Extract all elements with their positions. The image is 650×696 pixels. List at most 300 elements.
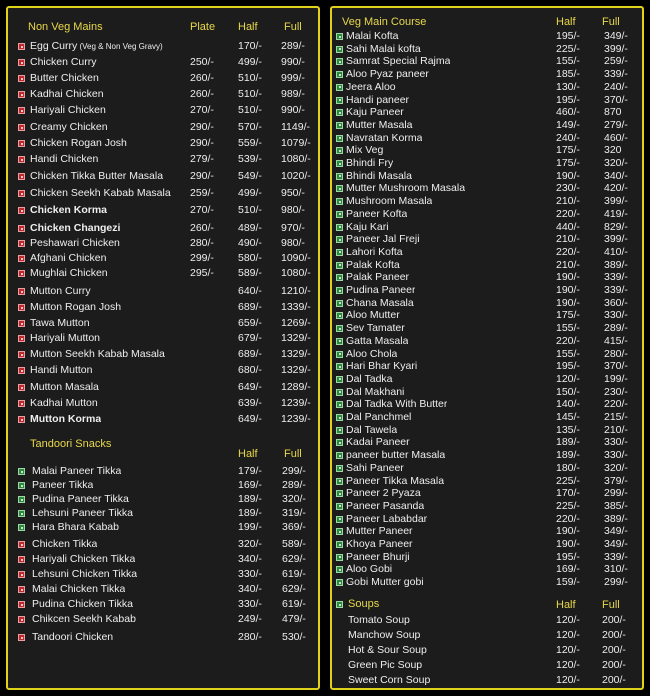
menu-item-half-price: 159/- (556, 576, 580, 589)
menu-item-row (332, 673, 642, 688)
menu-item-row (332, 246, 642, 259)
menu-item-half-price: 340/- (238, 583, 262, 595)
menu-item-name: Hara Bhara Kabab (32, 521, 119, 533)
column-header-half: Half (556, 16, 576, 28)
menu-item-name: Lahori Kofta (346, 245, 403, 258)
menu-item-full-price: 289/- (604, 322, 628, 335)
menu-item-row (332, 55, 642, 68)
menu-item-plate-price: 290/- (190, 137, 214, 149)
menu-item-half-price: 210/- (556, 233, 580, 246)
menu-item-full-price: 970/- (281, 222, 305, 234)
menu-item-row (8, 347, 318, 362)
non-veg-icon (18, 288, 25, 295)
veg-icon (18, 524, 25, 531)
veg-icon (336, 427, 343, 434)
menu-item-row (8, 87, 318, 102)
menu-item-full-price: 990/- (281, 56, 305, 68)
menu-item-name: Mutter Masala (346, 118, 413, 131)
menu-item-row (8, 284, 318, 299)
menu-item-half-price: 175/- (556, 157, 580, 169)
menu-item-half-price: 185/- (556, 68, 580, 81)
menu-item-half-price: 649/- (238, 381, 262, 393)
menu-item-row (8, 300, 318, 315)
menu-item-name: Gatta Masala (346, 334, 409, 347)
menu-item-full-price: 340/- (604, 169, 628, 182)
menu-item-half-price: 510/- (238, 88, 262, 100)
menu-item-half-price: 135/- (556, 423, 580, 436)
non-veg-panel (6, 6, 320, 690)
menu-item-half-price: 175/- (556, 309, 580, 322)
veg-icon (336, 389, 343, 396)
menu-item-name: Hariyali Chicken (30, 104, 106, 116)
non-veg-icon (18, 541, 25, 548)
section-title: Veg Main Course (342, 16, 427, 28)
menu-item-plate-price: 260/- (190, 88, 214, 100)
menu-item-full-price: 829/- (604, 220, 628, 233)
menu-item-name: Malai Paneer Tikka (32, 465, 122, 477)
veg-icon (336, 312, 343, 319)
menu-item-full-price: 1289/- (281, 381, 311, 393)
menu-item-row (8, 363, 318, 378)
veg-icon (336, 224, 343, 231)
veg-icon (336, 528, 343, 535)
menu-item-half-price: 570/- (238, 121, 262, 133)
non-veg-icon (18, 225, 25, 232)
menu-item-plate-price: 270/- (190, 204, 214, 216)
veg-icon (336, 566, 343, 573)
column-header-plate: Plate (190, 21, 216, 33)
menu-item-row (332, 462, 642, 475)
menu-item-full-price: 1090/- (281, 252, 311, 264)
menu-item-row (332, 144, 642, 157)
menu-item-full-price: 420/- (604, 182, 628, 195)
menu-item-name: Kadhai Mutton (30, 397, 98, 409)
veg-icon (336, 33, 343, 40)
menu-item-half-price: 120/- (556, 629, 580, 641)
menu-item-full-price: 399/- (604, 195, 628, 208)
menu-item-name: Khoya Paneer (346, 538, 413, 550)
menu-item-full-price: 310/- (604, 563, 628, 576)
menu-item-half-price: 330/- (238, 568, 262, 580)
menu-item-row (8, 186, 318, 201)
veg-icon (336, 236, 343, 243)
menu-item-full-price: 1269/- (281, 317, 311, 329)
menu-item-row (332, 525, 642, 538)
menu-item-row (8, 203, 318, 218)
menu-item-row (332, 157, 642, 170)
veg-icon (336, 198, 343, 205)
menu-item-full-price: 410/- (604, 245, 628, 258)
menu-item-name: Kaju Kari (346, 220, 389, 233)
menu-item-full-price: 1080/- (281, 153, 311, 165)
menu-item-full-price: 1149/- (281, 121, 310, 133)
menu-item-name: Kadhai Chicken (30, 88, 104, 100)
non-veg-icon (18, 384, 25, 391)
menu-item-row (332, 398, 642, 411)
menu-item-row (332, 424, 642, 437)
menu-item-half-price: 190/- (556, 271, 580, 284)
menu-item-half-price: 195/- (556, 550, 580, 563)
non-veg-icon (18, 240, 25, 247)
menu-item-name: Paneer Bhurji (346, 550, 410, 563)
menu-item-row (332, 538, 642, 551)
menu-item-half-price: 499/- (238, 187, 262, 199)
menu-item-row (8, 492, 318, 507)
menu-item-row (8, 567, 318, 582)
menu-item-half-price: 140/- (556, 398, 580, 411)
menu-item-half-price: 659/- (238, 317, 262, 329)
menu-item-half-price: 189/- (238, 507, 262, 519)
menu-item-half-price: 195/- (556, 93, 580, 106)
menu-item-full-price: 980/- (281, 204, 305, 216)
menu-item-half-price: 640/- (238, 285, 262, 297)
veg-icon (336, 274, 343, 281)
non-veg-icon (18, 43, 25, 50)
menu-item-name: Pudina Paneer (346, 284, 416, 296)
veg-icon (336, 338, 343, 345)
menu-item-half-price: 320/- (238, 538, 262, 550)
menu-item-row (332, 81, 642, 94)
menu-item-row (332, 297, 642, 310)
menu-item-name: Handi Chicken (30, 153, 99, 165)
menu-item-row (332, 94, 642, 107)
veg-icon (336, 147, 343, 154)
veg-icon (336, 135, 343, 142)
menu-item-row (8, 520, 318, 535)
menu-item-full-price: 280/- (604, 347, 628, 360)
menu-item-half-price: 120/- (556, 614, 580, 626)
menu-item-full-price: 200/- (602, 644, 626, 656)
menu-item-half-price: 549/- (238, 170, 262, 182)
menu-item-name: Lehsuni Paneer Tikka (32, 507, 133, 519)
menu-item-half-price: 220/- (556, 334, 580, 347)
non-veg-icon (18, 304, 25, 311)
menu-item-row (332, 475, 642, 488)
menu-item-row (332, 613, 642, 628)
menu-item-name: Chikcen Seekh Kabab (32, 613, 136, 625)
column-header-full: Full (284, 448, 302, 460)
menu-item-row (332, 576, 642, 589)
menu-item-full-price: 870 (604, 106, 622, 119)
menu-item-half-price: 169/- (556, 563, 580, 576)
menu-item-plate-price: 250/- (190, 56, 214, 68)
menu-item-name: Butter Chicken (30, 72, 99, 84)
menu-item-name: Handi Mutton (30, 364, 93, 376)
menu-item-row (332, 68, 642, 81)
non-veg-icon (18, 335, 25, 342)
menu-item-full-price: 210/- (604, 423, 628, 436)
menu-item-plate-price: 290/- (190, 121, 214, 133)
menu-item-row (8, 552, 318, 567)
menu-item-full-price: 200/- (602, 629, 626, 641)
menu-item-row (332, 386, 642, 399)
veg-icon (336, 109, 343, 116)
menu-item-half-price: 220/- (556, 245, 580, 258)
menu-item-row (8, 266, 318, 281)
menu-item-name: Sweet Corn Soup (348, 674, 431, 686)
menu-item-half-price: 155/- (556, 55, 580, 68)
non-veg-icon (18, 190, 25, 197)
menu-item-half-price: 280/- (238, 631, 262, 643)
menu-item-name: Bhindi Masala (346, 169, 412, 182)
non-veg-icon (18, 400, 25, 407)
menu-item-full-price: 200/- (602, 674, 626, 686)
veg-icon (336, 160, 343, 167)
menu-item-full-price: 339/- (604, 271, 628, 284)
menu-item-half-price: 210/- (556, 258, 580, 271)
menu-item-row (8, 55, 318, 70)
menu-item-full-price: 360/- (604, 296, 628, 309)
menu-item-name: Egg Curry (Veg & Non Veg Gravy) (30, 40, 163, 52)
menu-item-full-price: 1239/- (281, 397, 311, 409)
menu-item-full-price: 1329/- (281, 332, 311, 344)
non-veg-icon (18, 571, 25, 578)
menu-item-name: Hariyali Chicken Tikka (32, 553, 136, 565)
veg-icon (336, 478, 343, 485)
menu-item-row (8, 582, 318, 597)
menu-item-name: Kadai Paneer (346, 436, 410, 449)
menu-item-half-price: 170/- (238, 40, 262, 52)
menu-item-name: Peshawari Chicken (30, 237, 120, 249)
menu-item-row (8, 221, 318, 236)
menu-item-half-price: 120/- (556, 659, 580, 671)
menu-item-half-price: 225/- (556, 474, 580, 487)
menu-item-half-price: 170/- (556, 487, 580, 500)
menu-item-name: Dal Tadka With Butter (346, 398, 448, 411)
column-header-half: Half (556, 599, 576, 611)
menu-item-name: Aloo Gobi (346, 563, 393, 576)
menu-item-plate-price: 270/- (190, 104, 214, 116)
non-veg-icon (18, 416, 25, 423)
menu-item-half-price: 175/- (556, 144, 580, 157)
menu-item-half-price: 145/- (556, 411, 580, 423)
menu-item-half-price: 240/- (556, 131, 580, 144)
menu-item-name: Hariyali Mutton (30, 332, 101, 344)
menu-item-row (332, 551, 642, 564)
menu-item-half-price: 155/- (556, 347, 580, 360)
menu-item-row (332, 208, 642, 221)
menu-item-row (8, 380, 318, 395)
menu-item-row (332, 348, 642, 361)
menu-item-half-price: 440/- (556, 220, 580, 233)
menu-item-full-price: 389/- (604, 258, 628, 271)
menu-item-full-price: 479/- (282, 613, 306, 625)
menu-item-full-price: 330/- (604, 309, 628, 322)
menu-item-full-price: 289/- (281, 40, 305, 52)
menu-item-row (332, 233, 642, 246)
menu-item-row (332, 500, 642, 513)
menu-item-full-price: 419/- (604, 207, 628, 220)
menu-item-name: Paneer Tikka (32, 479, 94, 491)
menu-item-half-price: 510/- (238, 104, 262, 116)
menu-item-name: Tawa Mutton (30, 317, 90, 329)
menu-item-full-price: 230/- (604, 385, 628, 398)
menu-item-half-price: 169/- (238, 479, 262, 491)
menu-item-row (332, 335, 642, 348)
menu-item-full-price: 619/- (282, 568, 306, 580)
menu-item-row (332, 119, 642, 132)
menu-item-row (8, 464, 318, 479)
veg-icon (336, 58, 343, 65)
menu-item-row (332, 360, 642, 373)
menu-item-full-price: 1329/- (281, 364, 311, 376)
menu-item-full-price: 389/- (604, 512, 628, 525)
menu-item-name: Chicken Korma (30, 204, 108, 216)
menu-item-plate-price: 259/- (190, 187, 214, 199)
menu-item-row (8, 506, 318, 521)
menu-item-full-price: 200/- (602, 614, 626, 626)
menu-item-row (8, 136, 318, 151)
veg-icon (336, 465, 343, 472)
menu-item-full-price: 1079/- (281, 137, 311, 149)
non-veg-icon (18, 270, 25, 277)
menu-item-name: Lehsuni Chicken Tikka (32, 568, 138, 580)
veg-icon (336, 325, 343, 332)
menu-item-half-price: 510/- (238, 72, 262, 84)
menu-item-half-price: 639/- (238, 397, 262, 409)
menu-item-full-price: 370/- (604, 360, 628, 373)
veg-icon (336, 211, 343, 218)
menu-item-name: Mix Veg (346, 144, 384, 157)
menu-item-half-price: 249/- (238, 613, 262, 625)
menu-item-name: Chicken Changezi (30, 222, 121, 234)
menu-item-full-price: 240/- (604, 80, 628, 93)
menu-item-name: Hot & Sour Soup (348, 644, 427, 656)
menu-item-half-price: 559/- (238, 137, 262, 149)
menu-item-half-price: 220/- (556, 512, 580, 525)
menu-item-full-price: 989/- (281, 88, 305, 100)
menu-item-full-price: 330/- (604, 436, 628, 449)
menu-item-half-price: 120/- (556, 644, 580, 656)
section-title-row (332, 597, 642, 612)
menu-item-name: Chicken Tikka Butter Masala (30, 170, 164, 182)
non-veg-icon (18, 255, 25, 262)
non-veg-icon (18, 601, 25, 608)
menu-item-half-price: 490/- (238, 237, 262, 249)
menu-item-name: Green Pic Soup (348, 659, 423, 671)
veg-icon (18, 496, 25, 503)
menu-item-name: Mushroom Masala (346, 195, 433, 208)
non-veg-icon (18, 367, 25, 374)
menu-item-full-price: 220/- (604, 398, 628, 411)
menu-item-full-price: 259/- (604, 55, 628, 68)
menu-item-name: Kaju Paneer (346, 106, 404, 119)
menu-item-row (8, 236, 318, 251)
veg-icon (336, 554, 343, 561)
menu-item-full-price: 320/- (282, 493, 306, 505)
menu-item-half-price: 340/- (238, 553, 262, 565)
veg-icon (336, 452, 343, 459)
menu-item-full-price: 370/- (604, 93, 628, 106)
menu-item-name: Mutton Curry (30, 285, 91, 297)
veg-icon (336, 84, 343, 91)
non-veg-icon (18, 91, 25, 98)
veg-icon (18, 468, 25, 475)
menu-item-full-price: 399/- (604, 233, 628, 246)
menu-item-half-price: 210/- (556, 195, 580, 208)
menu-item-full-price: 385/- (604, 499, 628, 512)
menu-item-row (8, 412, 318, 427)
menu-item-row (332, 513, 642, 526)
non-veg-icon (18, 107, 25, 114)
menu-item-name: Navratan Korma (346, 131, 423, 144)
menu-item-row (8, 71, 318, 86)
menu-item-full-price: 299/- (282, 465, 306, 477)
menu-item-full-price: 379/- (604, 474, 628, 487)
veg-icon (336, 516, 343, 523)
menu-item-half-price: 230/- (556, 182, 580, 195)
column-header-full: Full (284, 21, 302, 33)
menu-item-name: Palak Paneer (346, 271, 410, 284)
veg-icon (336, 287, 343, 294)
menu-item-full-price: 1020/- (281, 170, 311, 182)
menu-item-name: Dal Panchmel (346, 411, 412, 423)
menu-item-full-price: 320/- (604, 461, 628, 474)
menu-item-name: Mutton Rogan Josh (30, 301, 122, 313)
menu-item-name: Malai Kofta (346, 30, 399, 42)
menu-item-full-price: 589/- (282, 538, 306, 550)
veg-icon (336, 122, 343, 129)
menu-item-row (332, 322, 642, 335)
menu-item-full-price: 530/- (282, 631, 306, 643)
menu-item-name: Mutton Seekh Kabab Masala (30, 348, 165, 360)
menu-item-row (332, 132, 642, 145)
menu-item-full-price: 299/- (604, 576, 628, 589)
menu-item-name: Pudina Paneer Tikka (32, 493, 129, 505)
menu-item-row (332, 182, 642, 195)
menu-item-name: Mutton Masala (30, 381, 99, 393)
menu-item-half-price: 150/- (556, 385, 580, 398)
menu-item-full-price: 199/- (604, 372, 628, 385)
menu-item-full-price: 330/- (604, 449, 628, 462)
veg-panel (330, 6, 644, 690)
menu-item-row (332, 436, 642, 449)
menu-item-full-price: 319/- (282, 507, 306, 519)
menu-item-plate-price: 295/- (190, 267, 214, 279)
menu-item-name: Gobi Mutter gobi (346, 576, 424, 589)
menu-item-name: Sev Tamater (346, 322, 405, 335)
menu-item-full-price: 299/- (604, 487, 628, 500)
non-veg-icon (18, 320, 25, 327)
non-veg-icon (18, 140, 25, 147)
menu-item-full-price: 1239/- (281, 413, 311, 425)
menu-item-full-price: 1339/- (281, 301, 311, 313)
non-veg-icon (18, 156, 25, 163)
menu-item-row (332, 30, 642, 43)
veg-icon (336, 97, 343, 104)
menu-item-plate-price: 280/- (190, 237, 214, 249)
menu-item-half-price: 225/- (556, 499, 580, 512)
menu-item-name: Pudina Chicken Tikka (32, 598, 133, 610)
menu-item-name: Handi paneer (346, 93, 410, 106)
menu-item-name: Bhindi Fry (346, 157, 394, 169)
menu-item-name: paneer butter Masala (346, 449, 446, 462)
menu-item-plate-price: 299/- (190, 252, 214, 264)
veg-icon (336, 363, 343, 370)
menu-item-plate-price: 260/- (190, 222, 214, 234)
non-veg-icon (18, 173, 25, 180)
menu-item-half-price: 189/- (556, 436, 580, 449)
menu-item-half-price: 189/- (238, 493, 262, 505)
menu-item-half-price: 195/- (556, 30, 580, 42)
menu-item-full-price: 320 (604, 144, 622, 157)
menu-item-half-price: 510/- (238, 204, 262, 216)
menu-item-row (8, 396, 318, 411)
menu-item-row (332, 487, 642, 500)
menu-item-half-price: 195/- (556, 360, 580, 373)
menu-item-name: Dal Tawela (346, 423, 398, 436)
menu-item-half-price: 155/- (556, 322, 580, 335)
